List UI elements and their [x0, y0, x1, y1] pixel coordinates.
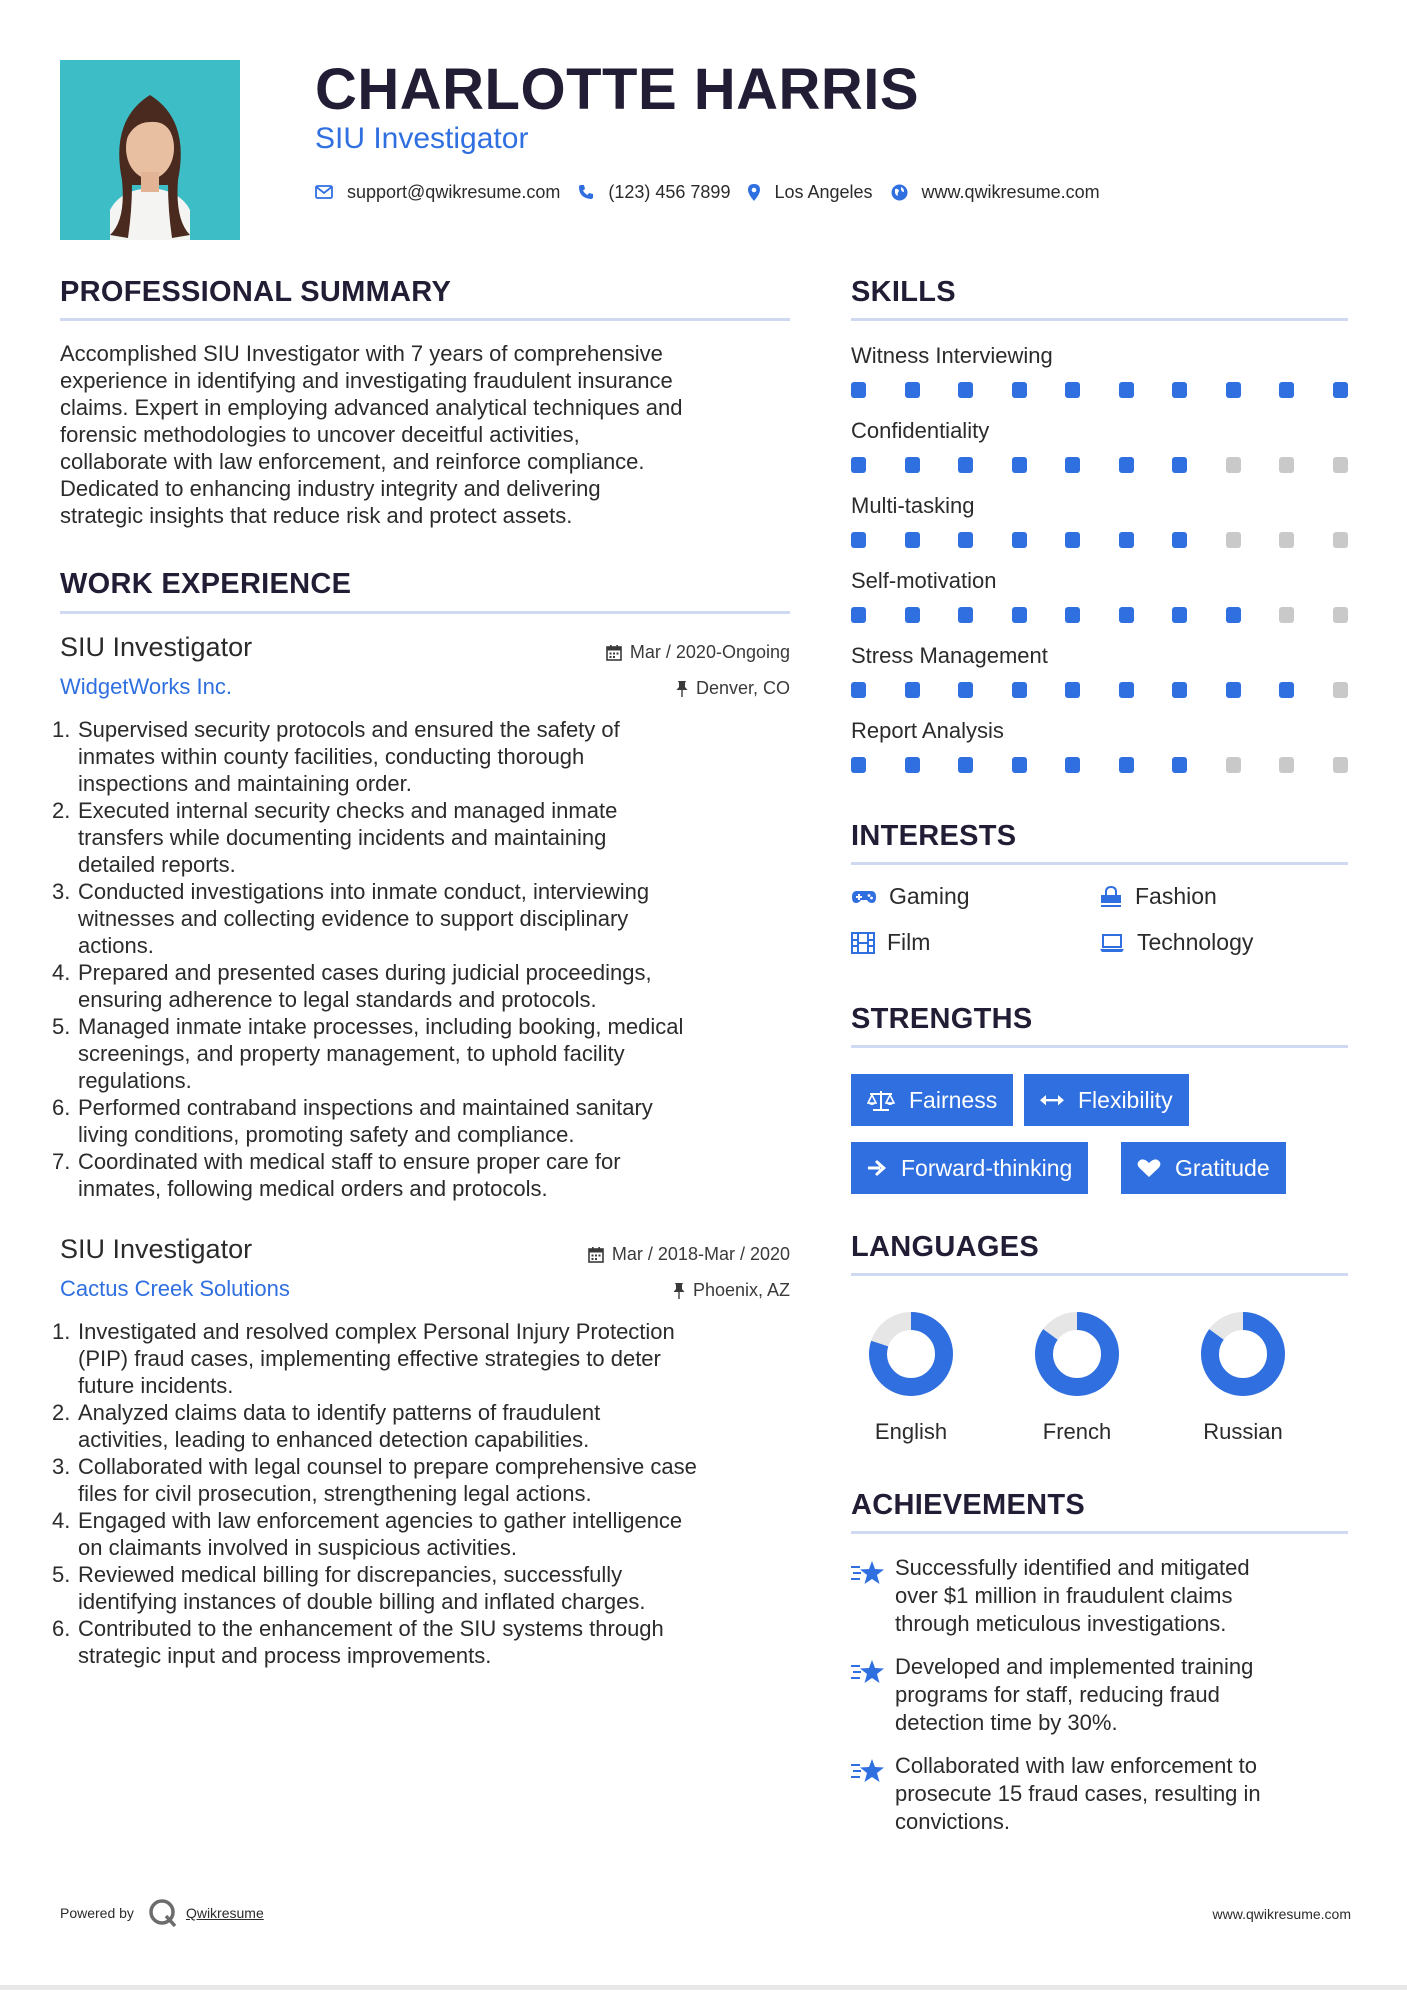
dates-text: Mar / 2018-Mar / 2020: [611, 1244, 790, 1264]
list-line: Executed internal security checks and managed inmate: [78, 798, 618, 823]
skill-dot: [1012, 532, 1027, 548]
phone-icon: [578, 184, 594, 200]
skill-dot: [1226, 757, 1241, 773]
list-number: 1.: [52, 717, 71, 742]
list-number: 3.: [52, 879, 71, 904]
skill-dot: [958, 532, 973, 548]
summary-line: Dedicated to enhancing industry integrity and delivering: [60, 476, 601, 501]
company-name: WidgetWorks Inc.: [60, 674, 232, 699]
pushpin-icon: [676, 680, 688, 697]
skill-dot: [1012, 457, 1027, 473]
arrows-horizontal-icon: [1040, 1093, 1064, 1107]
achievement-item: [851, 1752, 1351, 1836]
shooting-star-icon: [851, 1560, 885, 1586]
list-item: [52, 797, 800, 878]
skill-dot: [1012, 607, 1027, 623]
achievements-divider: [851, 1531, 1348, 1534]
skill-dot: [1065, 457, 1080, 473]
summary-line: claims. Expert in employing advanced analytical techniques and: [60, 395, 683, 420]
list-item: [52, 1615, 800, 1669]
skill-dot: [1172, 682, 1187, 698]
strength-label: Flexibility: [1078, 1086, 1173, 1113]
list-line: Analyzed claims data to identify patterns of fraudulent: [78, 1400, 601, 1425]
profile-photo: [60, 60, 240, 240]
list-line: Coordinated with medical staff to ensure proper care for: [78, 1149, 621, 1174]
achievement-line: over $1 million in fraudulent claims: [895, 1583, 1233, 1608]
language-proficiency-ring: [1034, 1311, 1120, 1397]
website-text: www.qwikresume.com: [921, 181, 1100, 202]
skill-dot: [1172, 457, 1187, 473]
list-item: [52, 1561, 800, 1615]
list-item: [52, 716, 800, 797]
skill-dot: [1065, 382, 1080, 398]
list-item: [52, 878, 800, 959]
skill-dot: [1333, 607, 1348, 623]
list-line: Reviewed medical billing for discrepancies, successfully: [78, 1562, 623, 1587]
map-pin-icon: [748, 184, 760, 201]
achievement-line: Developed and implemented training: [895, 1654, 1254, 1679]
contact-email[interactable]: [315, 182, 560, 203]
achievement-line: detection time by 30%.: [895, 1710, 1118, 1735]
skill-dot: [851, 682, 866, 698]
heart-icon: [1137, 1158, 1161, 1178]
skill-dot: [958, 757, 973, 773]
skill-dot: [1012, 682, 1027, 698]
skill-dot: [1279, 457, 1294, 473]
interests-divider: [851, 862, 1348, 865]
strength-badge: [851, 1074, 1013, 1126]
summary-heading: PROFESSIONAL SUMMARY: [60, 276, 452, 308]
skills-heading: SKILLS: [851, 276, 956, 308]
language-label: Russian: [1203, 1419, 1283, 1444]
list-item: [52, 1013, 800, 1094]
list-item: [52, 1148, 800, 1202]
list-line: actions.: [78, 933, 154, 958]
skill-dot: [1279, 382, 1294, 398]
gamepad-icon: [851, 889, 877, 905]
interest-label: Technology: [1137, 929, 1254, 955]
globe-icon: [891, 184, 908, 201]
skill-dot: [905, 757, 920, 773]
job-responsibilities: [52, 1318, 800, 1669]
qwikresume-logo-icon: [148, 1898, 178, 1928]
list-line: Investigated and resolved complex Personal Injury Protection: [78, 1319, 675, 1344]
job-location: [676, 678, 790, 699]
strength-label: Forward-thinking: [901, 1154, 1073, 1181]
list-line: screenings, and property management, to uphold facility: [78, 1041, 625, 1066]
list-line: Conducted investigations into inmate conduct, interviewing: [78, 879, 650, 904]
interest-label: Film: [887, 929, 931, 955]
skill-dot: [1065, 607, 1080, 623]
list-number: 5.: [52, 1014, 71, 1039]
list-number: 2.: [52, 798, 71, 823]
strengths-heading: STRENGTHS: [851, 1003, 1033, 1035]
job-title: SIU Investigator: [60, 632, 253, 662]
experience-divider: [60, 611, 790, 614]
page-bottom-edge: [0, 1985, 1407, 1990]
summary-line: strategic insights that reduce risk and protect assets.: [60, 503, 573, 528]
job-dates: [588, 1244, 790, 1265]
contact-bar: [315, 178, 1118, 206]
skill-dot: [1226, 682, 1241, 698]
skill-dot: [958, 682, 973, 698]
skill-dot: [1172, 757, 1187, 773]
achievement-line: Successfully identified and mitigated: [895, 1555, 1250, 1580]
summary-line: forensic methodologies to uncover deceitful activities,: [60, 422, 580, 447]
skill-dot: [1065, 757, 1080, 773]
list-line: Contributed to the enhancement of the SIU systems through: [78, 1616, 664, 1641]
skill-rating: [851, 757, 1351, 773]
list-line: future incidents.: [78, 1373, 234, 1398]
list-number: 1.: [52, 1319, 71, 1344]
strength-badge: [1024, 1074, 1189, 1126]
skill-dot: [1119, 382, 1134, 398]
skill-dot: [1226, 382, 1241, 398]
skill-dot: [1172, 607, 1187, 623]
film-icon: [851, 932, 875, 954]
list-item: [52, 1318, 800, 1399]
skill-dot: [1333, 382, 1348, 398]
contact-phone[interactable]: [578, 182, 730, 203]
skill-dot: [851, 757, 866, 773]
shooting-star-icon: [851, 1758, 885, 1784]
achievement-line: through meticulous investigations.: [895, 1611, 1227, 1636]
pushpin-icon: [673, 1282, 685, 1299]
skill-dot: [1119, 607, 1134, 623]
skill-dot: [1119, 682, 1134, 698]
list-line: activities, leading to enhanced detection capabilities.: [78, 1427, 590, 1452]
job-dates: [606, 642, 790, 663]
skill-dot: [1065, 532, 1080, 548]
skill-dot: [851, 607, 866, 623]
list-line: inspections and maintaining order.: [78, 771, 412, 796]
list-item: [52, 959, 800, 1013]
balance-scale-icon: [867, 1089, 895, 1111]
skill-dot: [1279, 607, 1294, 623]
skill-dot: [1279, 532, 1294, 548]
calendar-icon: [588, 1246, 604, 1263]
skill-dot: [1226, 457, 1241, 473]
skill-dot: [1333, 757, 1348, 773]
interest-item: [851, 883, 970, 910]
phone-text: (123) 456 7899: [608, 181, 731, 202]
skill-rating: [851, 682, 1351, 698]
skill-dot: [1279, 757, 1294, 773]
language-item: [851, 1311, 971, 1445]
list-line: Collaborated with legal counsel to prepare comprehensive case: [78, 1454, 697, 1479]
list-line: identifying instances of double billing and inflated charges.: [78, 1589, 646, 1614]
list-line: on claimants involved in suspicious activities.: [78, 1535, 517, 1560]
summary-line: Accomplished SIU Investigator with 7 years of comprehensive: [60, 341, 663, 366]
list-number: 7.: [52, 1149, 71, 1174]
dates-text: Mar / 2020-Ongoing: [629, 642, 790, 662]
achievement-item: [851, 1554, 1351, 1638]
skill-dot: [958, 457, 973, 473]
list-line: ensuring adherence to legal standards and protocols.: [78, 987, 597, 1012]
skill-dot: [905, 457, 920, 473]
list-item: [52, 1094, 800, 1148]
language-proficiency-ring: [868, 1311, 954, 1397]
skill-dot: [1333, 682, 1348, 698]
skill-dot: [1119, 457, 1134, 473]
skill-name: Multi-tasking: [851, 493, 975, 518]
skill-dot: [1172, 532, 1187, 548]
skill-dot: [958, 382, 973, 398]
interest-label: Fashion: [1135, 883, 1217, 909]
skill-dot: [851, 382, 866, 398]
location-text: Phoenix, AZ: [692, 1280, 790, 1300]
list-line: regulations.: [78, 1068, 192, 1093]
list-line: Performed contraband inspections and maintained sanitary: [78, 1095, 653, 1120]
strength-badge: [851, 1142, 1088, 1194]
list-line: (PIP) fraud cases, implementing effective strategies to deter: [78, 1346, 661, 1371]
achievement-line: Collaborated with law enforcement to: [895, 1753, 1257, 1778]
achievement-item: [851, 1653, 1351, 1737]
list-line: witnesses and collecting evidence to support disciplinary: [78, 906, 629, 931]
skill-dot: [851, 532, 866, 548]
skill-dot: [958, 607, 973, 623]
achievement-line: convictions.: [895, 1809, 1010, 1834]
skill-dot: [851, 457, 866, 473]
interest-item: [1099, 929, 1253, 956]
skill-dot: [1172, 382, 1187, 398]
language-proficiency-ring: [1200, 1311, 1286, 1397]
shopping-bag-icon: [1099, 886, 1123, 908]
company-name: Cactus Creek Solutions: [60, 1276, 290, 1301]
email-text: support@qwikresume.com: [347, 181, 561, 202]
interest-item: [851, 929, 930, 956]
language-label: French: [1042, 1419, 1112, 1444]
achievements-heading: ACHIEVEMENTS: [851, 1489, 1086, 1521]
skill-name: Report Analysis: [851, 718, 1004, 743]
shooting-star-icon: [851, 1659, 885, 1685]
skill-dot: [905, 382, 920, 398]
location-text: Los Angeles: [774, 181, 873, 202]
skill-dot: [1333, 532, 1348, 548]
skill-rating: [851, 532, 1351, 548]
list-number: 6.: [52, 1616, 71, 1641]
calendar-icon: [606, 644, 622, 661]
list-line: inmates within county facilities, conducting thorough: [78, 744, 585, 769]
skill-rating: [851, 457, 1351, 473]
strength-label: Fairness: [909, 1086, 998, 1113]
language-label: English: [874, 1419, 948, 1444]
language-item: [1183, 1311, 1303, 1445]
list-number: 4.: [52, 1508, 71, 1533]
list-line: Engaged with law enforcement agencies to gather intelligence: [78, 1508, 683, 1533]
list-line: Managed inmate intake processes, including booking, medical: [78, 1014, 684, 1039]
list-item: [52, 1453, 800, 1507]
list-line: transfers while documenting incidents and maintaining: [78, 825, 607, 850]
list-line: files for civil prosecution, strengthening legal actions.: [78, 1481, 592, 1506]
list-line: strategic input and process improvements.: [78, 1643, 492, 1668]
footer-website[interactable]: www.qwikresume.com: [1212, 1906, 1351, 1922]
skill-rating: [851, 607, 1351, 623]
list-number: 6.: [52, 1095, 71, 1120]
interest-label: Gaming: [889, 883, 970, 909]
summary-line: experience in identifying and investigating fraudulent insurance: [60, 368, 673, 393]
achievement-line: prosecute 15 fraud cases, resulting in: [895, 1781, 1261, 1806]
skill-name: Self-motivation: [851, 568, 997, 593]
list-item: [52, 1507, 800, 1561]
job-location: [673, 1280, 790, 1301]
list-line: inmates, following medical orders and protocols.: [78, 1176, 548, 1201]
strength-label: Gratitude: [1175, 1154, 1270, 1181]
skill-dot: [1012, 382, 1027, 398]
skill-dot: [1226, 607, 1241, 623]
strength-badge: [1121, 1142, 1286, 1194]
skill-name: Witness Interviewing: [851, 343, 1053, 368]
skill-dot: [1226, 532, 1241, 548]
contact-location: [748, 182, 872, 203]
qwikresume-link[interactable]: Qwikresume: [185, 1905, 264, 1921]
powered-by-label: Powered by: [60, 1905, 134, 1921]
skills-divider: [851, 318, 1348, 321]
experience-heading: WORK EXPERIENCE: [60, 568, 352, 600]
arrow-right-icon: [867, 1159, 887, 1177]
list-line: Prepared and presented cases during judicial proceedings,: [78, 960, 652, 985]
job-title: SIU Investigator: [60, 1234, 253, 1264]
skill-dot: [1279, 682, 1294, 698]
list-number: 4.: [52, 960, 71, 985]
skill-dot: [1119, 532, 1134, 548]
skill-dot: [1119, 757, 1134, 773]
interests-heading: INTERESTS: [851, 820, 1017, 852]
list-number: 5.: [52, 1562, 71, 1587]
skill-rating: [851, 382, 1351, 398]
laptop-icon: [1099, 933, 1125, 953]
list-number: 3.: [52, 1454, 71, 1479]
skill-name: Confidentiality: [851, 418, 990, 443]
summary-line: collaborate with law enforcement, and reinforce compliance.: [60, 449, 645, 474]
candidate-role: SIU Investigator: [315, 122, 529, 155]
list-line: detailed reports.: [78, 852, 236, 877]
list-number: 2.: [52, 1400, 71, 1425]
list-item: [52, 1399, 800, 1453]
summary-text: [60, 340, 800, 529]
list-line: Supervised security protocols and ensured the safety of: [78, 717, 620, 742]
envelope-icon: [315, 185, 333, 199]
list-line: living conditions, promoting safety and compliance.: [78, 1122, 575, 1147]
skill-dot: [1012, 757, 1027, 773]
skill-dot: [905, 532, 920, 548]
interest-item: [1099, 883, 1217, 910]
language-item: [1017, 1311, 1137, 1445]
summary-divider: [60, 318, 790, 321]
skill-dot: [905, 607, 920, 623]
skill-dot: [905, 682, 920, 698]
candidate-name: CHARLOTTE HARRIS: [315, 57, 920, 122]
skill-dot: [1333, 457, 1348, 473]
strengths-divider: [851, 1045, 1348, 1048]
languages-heading: LANGUAGES: [851, 1231, 1039, 1263]
achievement-line: programs for staff, reducing fraud: [895, 1682, 1220, 1707]
contact-website[interactable]: [891, 182, 1100, 203]
languages-divider: [851, 1273, 1348, 1276]
footer-branding: [60, 1898, 264, 1928]
job-responsibilities: [52, 716, 800, 1202]
skill-dot: [1065, 682, 1080, 698]
skill-name: Stress Management: [851, 643, 1048, 668]
location-text: Denver, CO: [695, 678, 790, 698]
